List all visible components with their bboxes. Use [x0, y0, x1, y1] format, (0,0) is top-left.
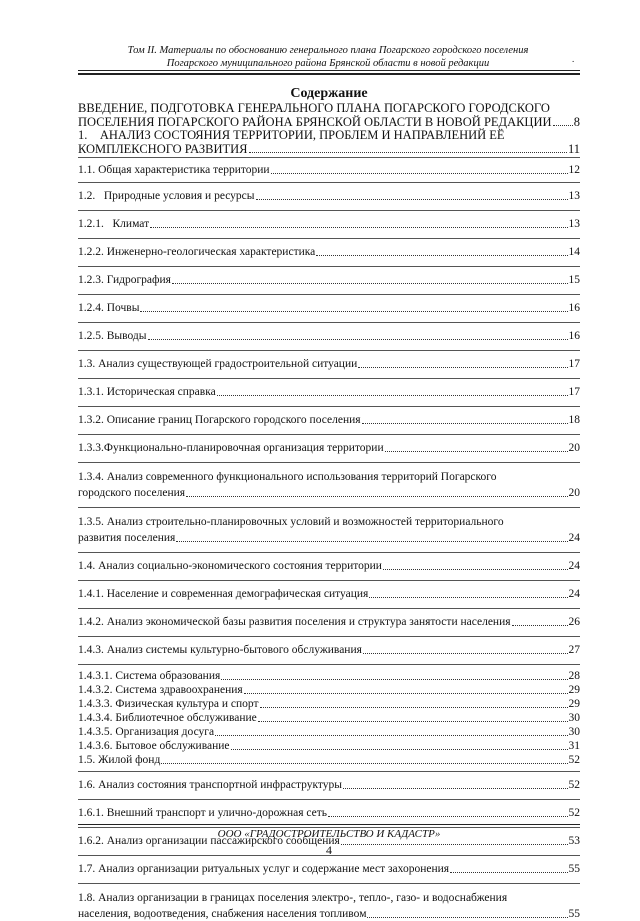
toc-entry[interactable]: 1.7. Анализ организации ритуальных услуг и содержание мест захоронения 55 [78, 863, 580, 875]
toc-entry-text: КОМПЛЕКСНОГО РАЗВИТИЯ [78, 141, 248, 156]
toc-entry[interactable]: 1.4.3.3. Физическая культура и спорт 29 [78, 698, 580, 710]
toc-entry[interactable]: 1.4. Анализ социально-экономического состояния территории 24 [78, 560, 580, 572]
table-of-contents [78, 102, 580, 921]
toc-entry[interactable]: 1.1. Общая характеристика территории 12 [78, 164, 580, 176]
toc-entry[interactable]: 1.4.2. Анализ экономической базы развития поселения и структура занятости населения 26 [78, 616, 580, 628]
toc-entry-first-line: 1.8. Анализ организации в границах поселения электро-, тепло-, газо- и водоснабжения [78, 892, 508, 904]
page-number: 4 [326, 843, 332, 857]
toc-entry[interactable]: 1.3.3.Функционально-планировочная организация территории 20 [78, 442, 580, 454]
leader-dots [553, 125, 573, 126]
footer-rule [78, 824, 580, 825]
toc-entry[interactable]: 1.4.3.2. Система здравоохранения 29 [78, 684, 580, 696]
leader-dots [249, 152, 567, 153]
toc-entry[interactable]: 1.4.3.5. Организация досуга 30 [78, 726, 580, 738]
toc-entry[interactable]: 1.4.3. Анализ системы культурно-бытового обслуживания 27 [78, 644, 580, 656]
toc-ch1-line-1: 1. АНАЛИЗ СОСТОЯНИЯ ТЕРРИТОРИИ, ПРОБЛЕМ И НАПРАВЛЕНИЙ ЕЁ [78, 128, 505, 142]
header-dot: . [572, 54, 575, 64]
toc-entry[interactable]: 1.6. Анализ состояния транспортной инфраструктуры 52 [78, 779, 580, 791]
toc-entry[interactable]: 1.4.3.1. Система образования 28 [78, 670, 580, 682]
toc-entry-text: ПОСЕЛЕНИЯ ПОГАРСКОГО РАЙОНА БРЯНСКОЙ ОБЛАСТИ В НОВОЙ РЕДАКЦИИ [78, 114, 552, 129]
toc-entry[interactable]: 1.4.1. Население и современная демографическая ситуация 24 [78, 588, 580, 600]
toc-entry-page: 11 [567, 141, 580, 156]
toc-entry[interactable]: 1.4.3.4. Библиотечное обслуживание 30 [78, 712, 580, 724]
toc-intro-line-1: ВВЕДЕНИЕ, ПОДГОТОВКА ГЕНЕРАЛЬНОГО ПЛАНА ПОГАРСКОГО ГОРОДСКОГО [78, 101, 550, 115]
header-rule [78, 70, 580, 71]
toc-title: Содержание [290, 86, 368, 101]
toc-entry[interactable]: 1.6.1. Внешний транспорт и улично-дорожная сеть 52 [78, 807, 580, 819]
toc-entry[interactable]: 1.2. Природные условия и ресурсы 13 [78, 190, 580, 202]
footer-company: ООО «ГРАДОСТРОИТЕЛЬСТВО И КАДАСТР» [217, 828, 441, 840]
toc-entry[interactable]: 1.3.2. Описание границ Погарского городского поселения 18 [78, 414, 580, 426]
toc-entry-first-line: 1.3.5. Анализ строительно-планировочных условий и возможностей территориального [78, 516, 504, 528]
toc-entry[interactable]: 1.5. Жилой фонд 52 [78, 754, 580, 766]
toc-entry-page: 8 [573, 114, 580, 129]
header-line-2: Погарского муниципального района Брянской области в новой редакции [166, 58, 490, 69]
header-rule-thick [78, 73, 580, 75]
toc-entry[interactable]: развития поселения 24 [78, 532, 580, 544]
toc-entry[interactable]: 1.2.4. Почвы 16 [78, 302, 580, 314]
toc-entry[interactable]: 1.2.2. Инженерно-геологическая характеристика 14 [78, 246, 580, 258]
toc-entry-ch1[interactable] [78, 143, 580, 157]
toc-entry[interactable]: 1.6.2. Анализ организации пассажирского сообщения 53 [78, 835, 580, 847]
toc-entry-intro[interactable] [78, 116, 580, 130]
toc-entry[interactable]: 1.4.3.6. Бытовое обслуживание 31 [78, 740, 580, 752]
toc-entry[interactable]: населения, водоотведения, снабжения населения топливом 55 [78, 908, 580, 920]
toc-entry[interactable]: 1.2.1. Климат 13 [78, 218, 580, 230]
toc-entry[interactable]: 1.2.5. Выводы 16 [78, 330, 580, 342]
toc-entry[interactable]: 1.3. Анализ существующей градостроительной ситуации 17 [78, 358, 580, 370]
toc-entry-first-line: 1.3.4. Анализ современного функционального использования территорий Погарского [78, 471, 497, 483]
header-line-1: Том II. Материалы по обоснованию генерального плана Погарского городского поселения [127, 45, 529, 56]
running-header [78, 44, 578, 70]
toc-entry[interactable]: 1.3.1. Историческая справка 17 [78, 386, 580, 398]
toc-entry[interactable]: 1.2.3. Гидрография 15 [78, 274, 580, 286]
toc-entry[interactable]: городского поселения 20 [78, 487, 580, 499]
